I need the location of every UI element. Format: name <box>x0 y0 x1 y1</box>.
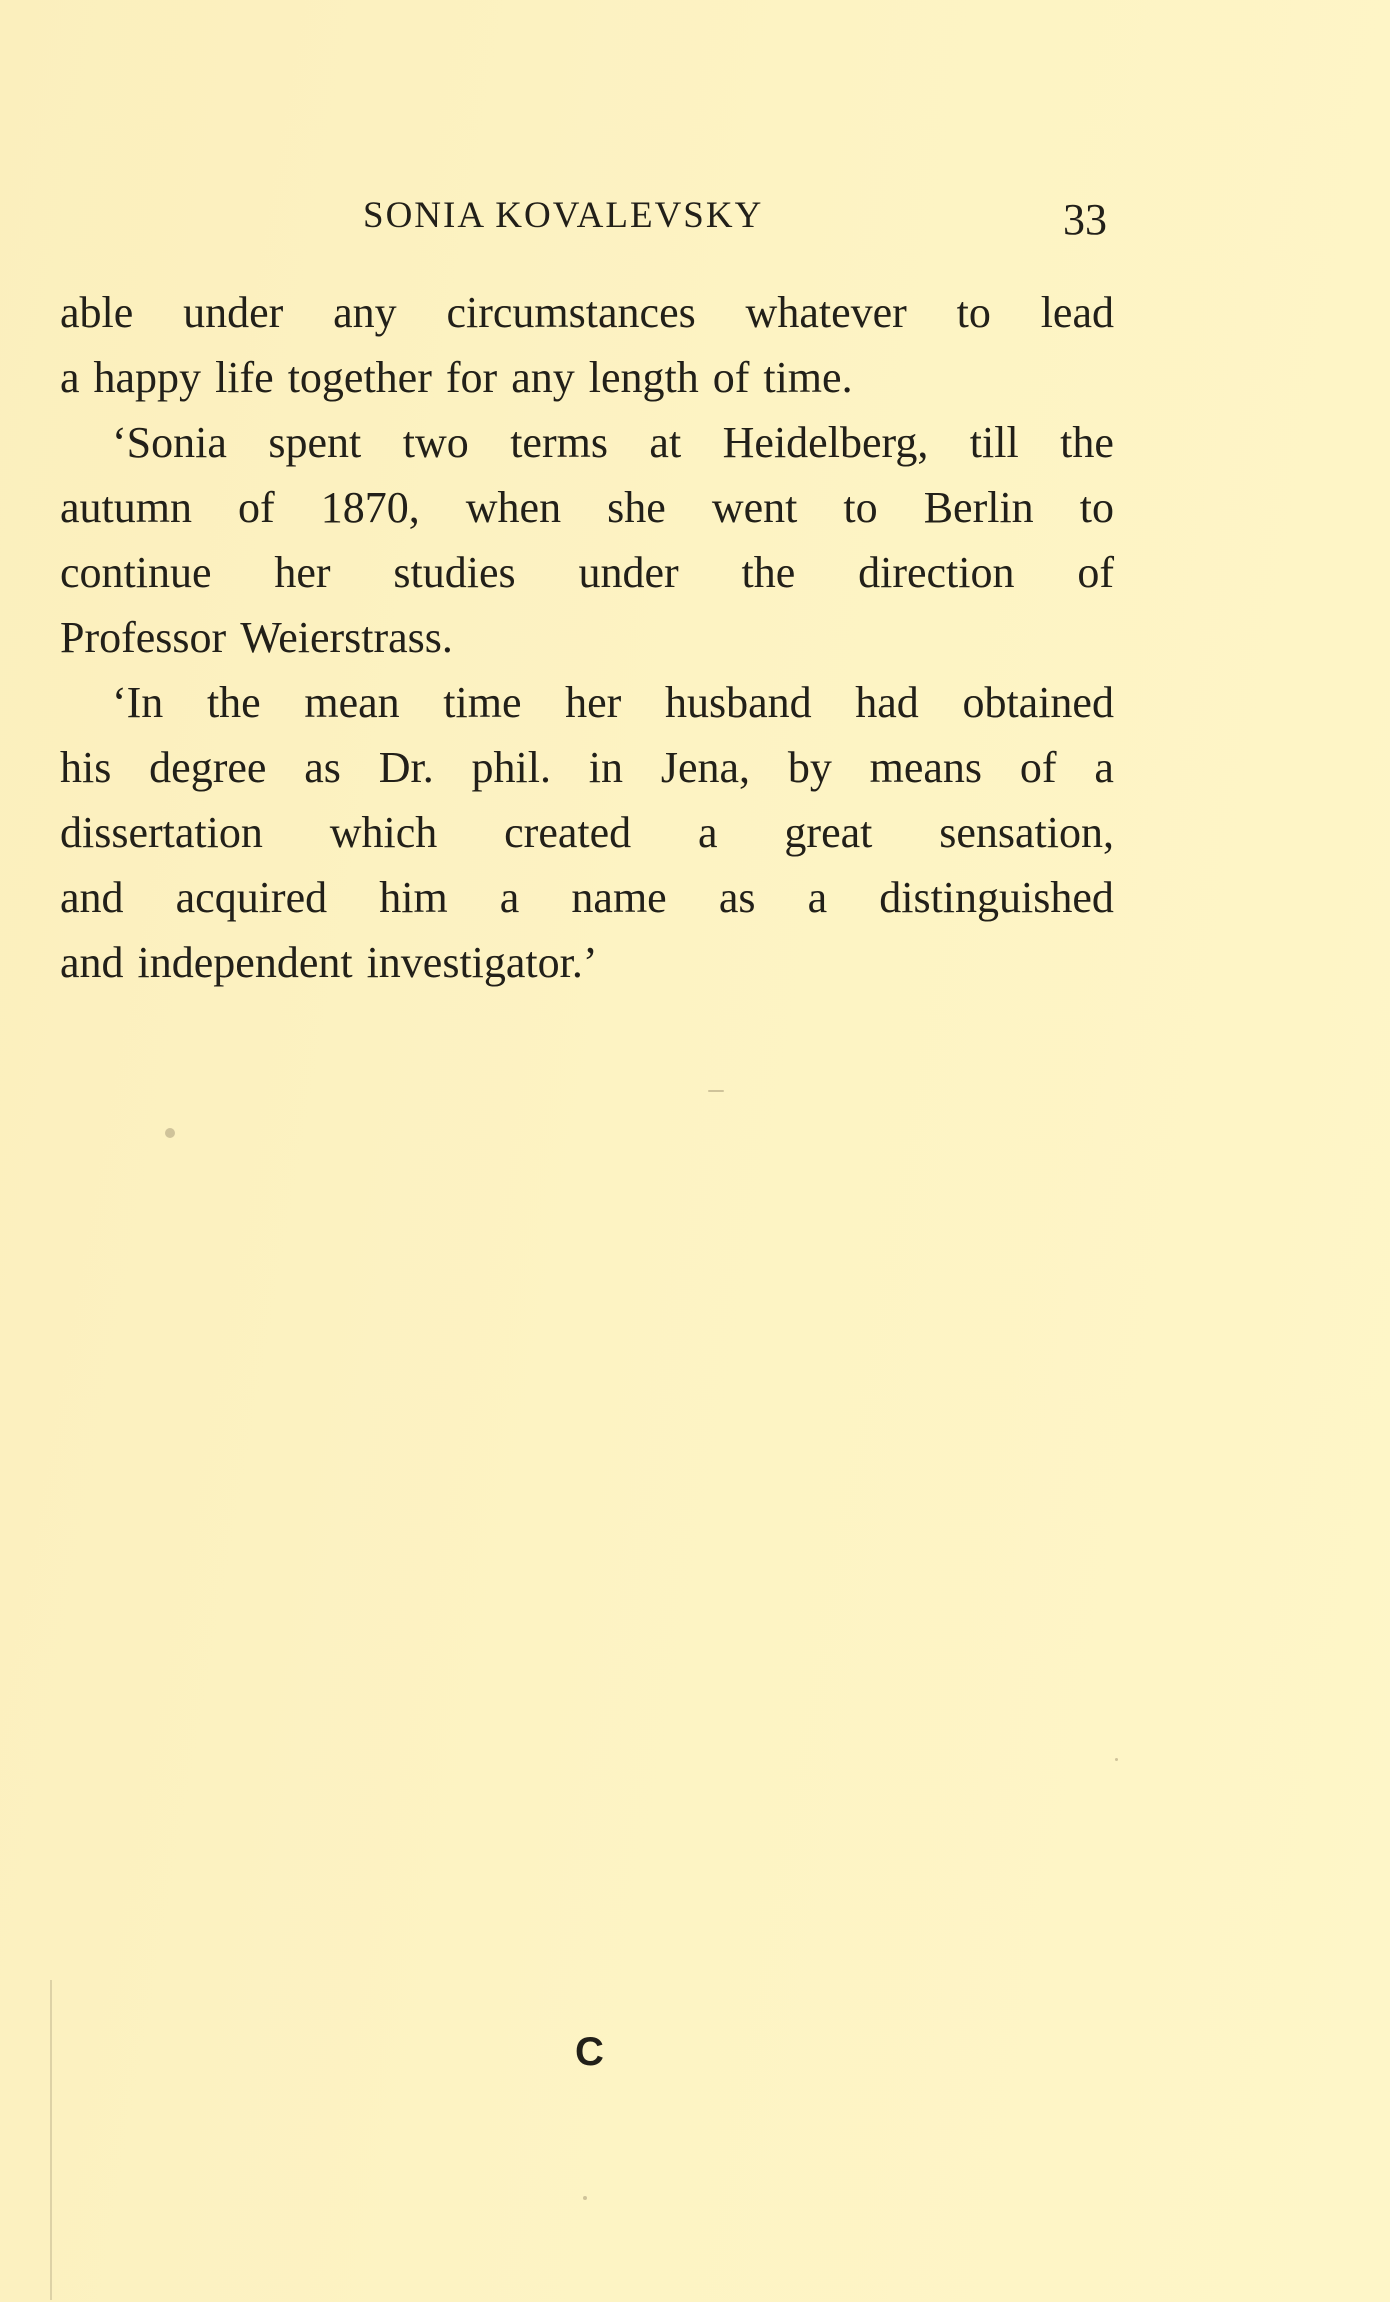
text-line <box>60 865 1114 930</box>
word: a <box>1094 743 1114 792</box>
word: degree <box>149 743 267 792</box>
word: which <box>329 808 438 857</box>
word: Weierstrass. <box>240 613 453 662</box>
word: ‘In <box>112 678 164 727</box>
word: obtained <box>962 678 1114 727</box>
word: as <box>718 873 756 922</box>
word: Berlin <box>923 483 1034 532</box>
word: him <box>379 873 448 922</box>
word: investigator.’ <box>366 938 598 987</box>
text-line <box>60 930 1114 995</box>
word: till <box>969 418 1019 467</box>
word: whatever <box>745 288 907 337</box>
word: independent <box>137 938 353 987</box>
word: of <box>1077 548 1114 597</box>
text-line <box>60 735 1114 800</box>
text-line <box>60 410 1114 475</box>
word: and <box>60 873 124 922</box>
paper-speck <box>165 1128 175 1138</box>
word: happy <box>93 353 202 402</box>
word: her <box>274 548 331 597</box>
word: of <box>712 353 750 402</box>
text-line <box>60 475 1114 540</box>
word: acquired <box>175 873 328 922</box>
word: spent <box>268 418 362 467</box>
word: Jena, <box>660 743 751 792</box>
word: Heidelberg, <box>722 418 929 467</box>
word: and <box>60 938 124 987</box>
signature-mark: C <box>575 2030 604 2074</box>
word: terms <box>510 418 608 467</box>
word: his <box>60 743 112 792</box>
word: means <box>869 743 983 792</box>
text-line <box>60 670 1114 735</box>
word: a <box>499 873 520 922</box>
word: time. <box>763 353 853 402</box>
word: length <box>588 353 699 402</box>
body-text <box>60 280 1114 995</box>
text-line <box>60 540 1114 605</box>
word: name <box>571 873 667 922</box>
text-line <box>60 605 1114 670</box>
word: any <box>511 353 575 402</box>
word: by <box>787 743 832 792</box>
word: Dr. <box>378 743 434 792</box>
word: phil. <box>471 743 551 792</box>
word: mean <box>304 678 400 727</box>
word: ‘Sonia <box>112 418 227 467</box>
text-line <box>60 345 1114 410</box>
word: her <box>565 678 622 727</box>
word: Professor <box>60 613 227 662</box>
word: when <box>465 483 562 532</box>
word: she <box>607 483 666 532</box>
word: of <box>1019 743 1057 792</box>
page-number: 33 <box>1063 195 1107 244</box>
paper-speck <box>1115 1758 1118 1761</box>
paper-speck <box>583 2196 587 2200</box>
word: direction <box>858 548 1015 597</box>
word: 1870, <box>320 483 420 532</box>
word: time <box>443 678 522 727</box>
word: a <box>60 353 80 402</box>
paper-speck <box>708 1090 724 1092</box>
word: in <box>588 743 624 792</box>
word: a <box>807 873 828 922</box>
word: continue <box>60 548 212 597</box>
word: to <box>956 288 991 337</box>
word: for <box>445 353 498 402</box>
word: had <box>855 678 919 727</box>
word: went <box>711 483 798 532</box>
word: the <box>741 548 796 597</box>
word: of <box>238 483 275 532</box>
word: sensation, <box>939 808 1114 857</box>
word: under <box>578 548 679 597</box>
word: together <box>287 353 432 402</box>
word: the <box>1060 418 1114 467</box>
word: distinguished <box>879 873 1114 922</box>
word: life <box>215 353 274 402</box>
word: to <box>1079 483 1114 532</box>
word: under <box>183 288 284 337</box>
word: lead <box>1040 288 1114 337</box>
word: studies <box>393 548 516 597</box>
word: any <box>333 288 397 337</box>
word: to <box>843 483 878 532</box>
paper-edge <box>50 1980 52 2300</box>
word: the <box>206 678 261 727</box>
text-line <box>60 800 1114 865</box>
word: circumstances <box>446 288 696 337</box>
running-head <box>0 190 1390 244</box>
word: at <box>649 418 682 467</box>
word: created <box>504 808 632 857</box>
word: husband <box>664 678 812 727</box>
word: great <box>784 808 873 857</box>
word: dissertation <box>60 808 263 857</box>
word: two <box>402 418 469 467</box>
word: a <box>698 808 718 857</box>
word: autumn <box>60 483 192 532</box>
text-line <box>60 280 1114 345</box>
running-title: SONIA KOVALEVSKY <box>363 195 764 236</box>
word: as <box>304 743 341 792</box>
word: able <box>60 288 134 337</box>
